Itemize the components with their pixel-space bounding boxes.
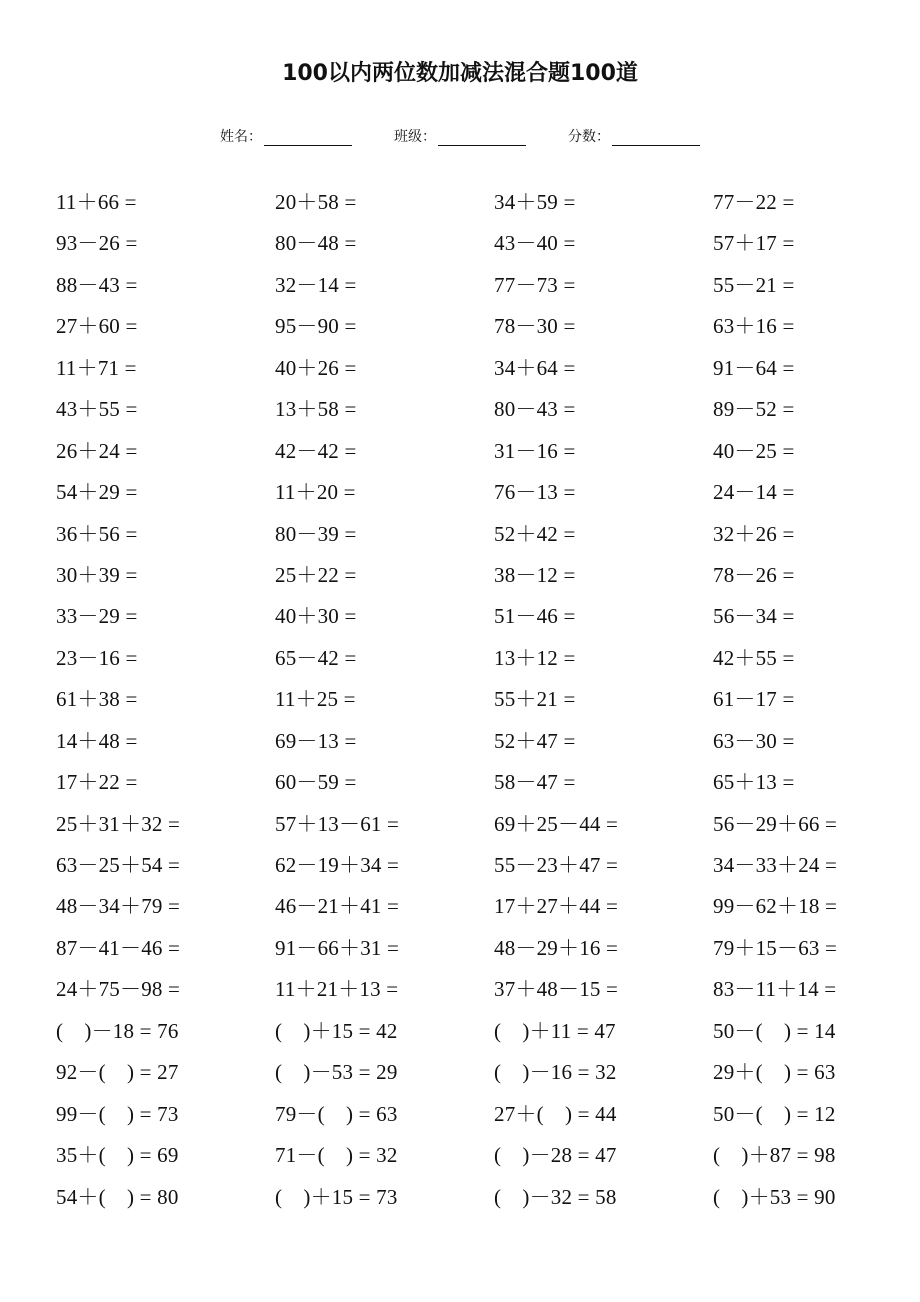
problem-item: 40＋26 = <box>275 355 357 380</box>
problem-item: ( )＋11 = 47 <box>494 1018 616 1043</box>
problem-item: 79＋15－63 = <box>713 935 838 960</box>
problem-item: 34－33＋24 = <box>713 853 838 877</box>
problem-item: 25＋22 = <box>275 562 357 587</box>
problem-item: 80－48 = <box>275 231 357 256</box>
problem-item: 11＋25 = <box>275 687 356 712</box>
problem-item: 65＋13 = <box>713 770 795 795</box>
problem-item: 54＋( ) = 80 <box>56 1184 179 1209</box>
problem-item: 32＋26 = <box>713 521 795 546</box>
class-label: 班级： <box>394 129 436 145</box>
student-info-bar <box>0 126 920 146</box>
problem-item: 57＋13－61 = <box>275 811 400 836</box>
problem-item: 87－41－46 = <box>56 935 181 960</box>
score-blank[interactable] <box>612 130 700 146</box>
problem-item: ( )－28 = 47 <box>494 1143 617 1168</box>
problem-item: 91－64 = <box>713 355 795 380</box>
problem-item: 48－34＋79 = <box>56 894 181 919</box>
problem-item: 11＋21＋13 = <box>275 977 399 1002</box>
problem-item: 55－21 = <box>713 272 795 297</box>
problem-grid <box>56 182 916 1218</box>
problem-item: 80－39 = <box>275 521 357 546</box>
problem-item: 62－19＋34 = <box>275 853 400 877</box>
problem-item: 34＋64 = <box>494 355 576 380</box>
problem-item: 50－( ) = 14 <box>713 1018 836 1043</box>
problem-item: 99－62＋18 = <box>713 894 838 919</box>
problem-item: 40－25 = <box>713 438 795 463</box>
problem-item: 63－30 = <box>713 728 795 753</box>
problem-item: 26＋24 = <box>56 438 138 463</box>
score-label: 分数： <box>568 129 610 145</box>
problem-item: 24＋75－98 = <box>56 977 181 1002</box>
problem-item: 76－13 = <box>494 480 576 505</box>
problem-item: 14＋48 = <box>56 728 138 753</box>
problem-item: 11＋20 = <box>275 480 356 505</box>
problem-item: 71－( ) = 32 <box>275 1143 398 1168</box>
problem-item: ( )＋53 = 90 <box>713 1184 836 1209</box>
problem-item: 25＋31＋32 = <box>56 811 181 836</box>
problem-item: 32－14 = <box>275 272 357 297</box>
problem-item: 27＋( ) = 44 <box>494 1101 617 1126</box>
problem-item: ( )－16 = 32 <box>494 1060 617 1085</box>
problem-item: 78－26 = <box>713 562 795 587</box>
problem-item: 11＋71 = <box>56 355 137 380</box>
problem-item: ( )－32 = 58 <box>494 1184 617 1209</box>
problem-item: 30＋39 = <box>56 562 138 587</box>
problem-item: 43＋55 = <box>56 397 138 422</box>
name-label: 姓名： <box>220 129 262 145</box>
problem-item: 51－46 = <box>494 604 576 629</box>
class-field[interactable] <box>394 126 526 146</box>
score-field[interactable] <box>568 126 700 146</box>
problem-item: 83－11＋14 = <box>713 977 837 1002</box>
problem-item: 80－43 = <box>494 397 576 422</box>
problem-item: 40＋30 = <box>275 604 357 629</box>
problem-item: 17＋22 = <box>56 770 138 795</box>
problem-item: 55＋21 = <box>494 687 576 712</box>
name-field[interactable] <box>220 126 352 146</box>
problem-item: 50－( ) = 12 <box>713 1101 836 1126</box>
problem-item: 55－23＋47 = <box>494 853 619 877</box>
problem-item: 35＋( ) = 69 <box>56 1143 179 1168</box>
problem-item: 63＋16 = <box>713 314 795 339</box>
problem-item: 52＋42 = <box>494 521 576 546</box>
problem-item: 58－47 = <box>494 770 576 795</box>
problem-item: 92－( ) = 27 <box>56 1060 179 1085</box>
problem-item: 23－16 = <box>56 645 138 670</box>
problem-item: 60－59 = <box>275 770 357 795</box>
problem-item: 31－16 = <box>494 438 576 463</box>
problem-item: 11＋66 = <box>56 190 137 214</box>
problem-item: 63－25＋54 = <box>56 853 181 877</box>
problem-item: 78－30 = <box>494 314 576 339</box>
problem-item: 52＋47 = <box>494 728 576 753</box>
problem-item: 43－40 = <box>494 231 576 256</box>
problem-item: 54＋29 = <box>56 480 138 505</box>
problem-item: 13＋58 = <box>275 397 357 422</box>
problem-item: 27＋60 = <box>56 314 138 339</box>
problem-item: 20＋58 = <box>275 190 357 214</box>
problem-item: ( )－18 = 76 <box>56 1018 179 1043</box>
problem-item: 42－42 = <box>275 438 357 463</box>
problem-item: 77－22 = <box>713 190 795 214</box>
problem-item: 13＋12 = <box>494 645 576 670</box>
problem-item: 77－73 = <box>494 272 576 297</box>
problem-item: 24－14 = <box>713 480 795 505</box>
problem-item: 38－12 = <box>494 562 576 587</box>
problem-item: 61＋38 = <box>56 687 138 712</box>
page-title: 100以内两位数加减法混合题100道 <box>282 61 638 86</box>
problem-item: 56－34 = <box>713 604 795 629</box>
problem-item: ( )＋15 = 42 <box>275 1018 398 1043</box>
problem-item: 56－29＋66 = <box>713 811 838 836</box>
problem-item: 65－42 = <box>275 645 357 670</box>
problem-item: 33－29 = <box>56 604 138 629</box>
problem-item: 91－66＋31 = <box>275 935 400 960</box>
problem-item: 61－17 = <box>713 687 795 712</box>
problem-item: 42＋55 = <box>713 645 795 670</box>
problem-item: ( )＋87 = 98 <box>713 1143 836 1168</box>
problem-item: ( )－53 = 29 <box>275 1060 398 1085</box>
problem-item: 48－29＋16 = <box>494 935 619 960</box>
problem-item: 36＋56 = <box>56 521 138 546</box>
problem-item: 99－( ) = 73 <box>56 1101 179 1126</box>
problem-item: 37＋48－15 = <box>494 977 619 1002</box>
class-blank[interactable] <box>438 130 526 146</box>
problem-item: 79－( ) = 63 <box>275 1101 398 1126</box>
problem-item: 95－90 = <box>275 314 357 339</box>
name-blank[interactable] <box>264 130 352 146</box>
problem-item: 46－21＋41 = <box>275 894 400 919</box>
problem-item: 93－26 = <box>56 231 138 256</box>
problem-item: 69－13 = <box>275 728 357 753</box>
problem-item: 34＋59 = <box>494 190 576 214</box>
problem-item: 88－43 = <box>56 272 138 297</box>
problem-item: 57＋17 = <box>713 231 795 256</box>
problem-item: 89－52 = <box>713 397 795 422</box>
problem-item: ( )＋15 = 73 <box>275 1184 398 1209</box>
problem-item: 69＋25－44 = <box>494 811 619 836</box>
problem-item: 29＋( ) = 63 <box>713 1060 836 1085</box>
problem-item: 17＋27＋44 = <box>494 894 619 919</box>
